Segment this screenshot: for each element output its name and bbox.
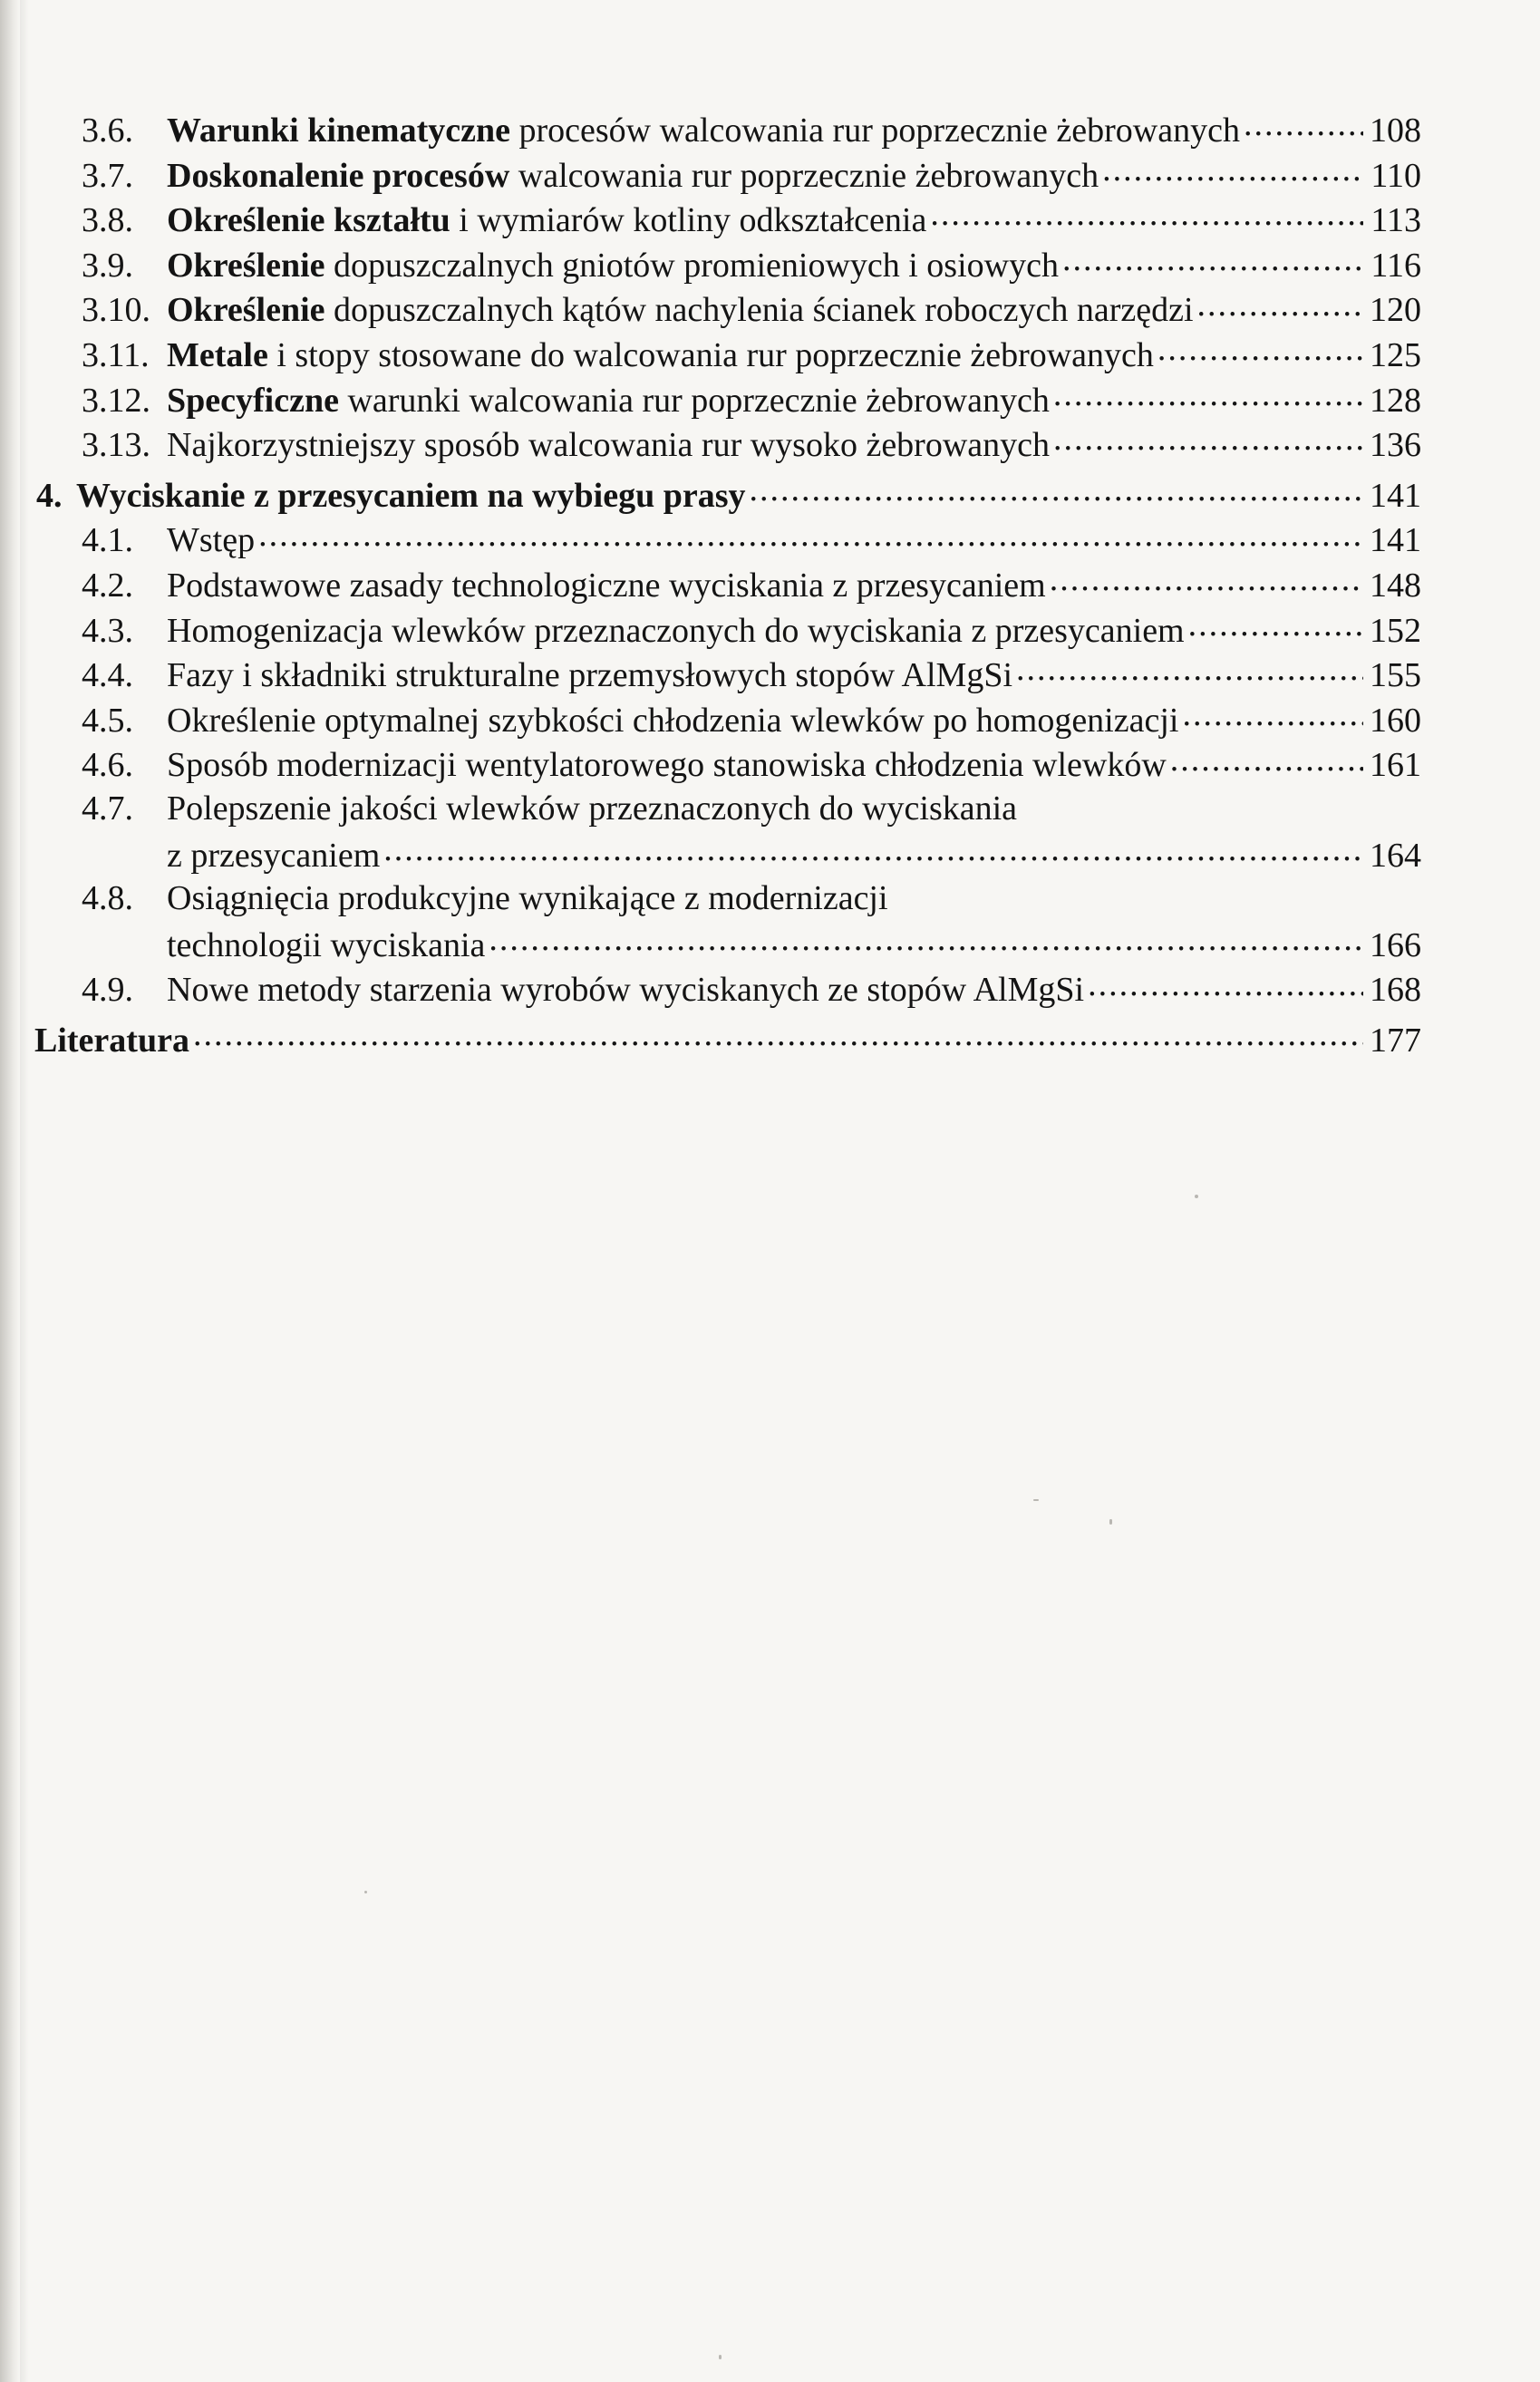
toc-entry-3-8 <box>36 197 1421 242</box>
toc-entry-title: Fazy i składniki strukturalne przemysłowych stopów AlMgSi <box>167 656 1013 695</box>
toc-entry-title <box>167 154 1099 199</box>
toc-entry-title <box>167 288 1194 334</box>
toc-entry-title-rest: procesów walcowania rur poprzecznie żebrowanych <box>509 111 1240 150</box>
scan-speck <box>1195 1195 1198 1198</box>
toc-entry-number: 4.5. <box>82 701 133 740</box>
toc-entry-page: 128 <box>1370 381 1421 420</box>
toc-entry-page: 168 <box>1370 971 1421 1010</box>
toc-entry-number: 4.2. <box>82 566 133 605</box>
scan-speck <box>719 2355 722 2359</box>
toc-entry-page: 116 <box>1371 246 1421 285</box>
toc-entry-title-rest: dopuszczalnych kątów nachylenia ścianek roboczych narzędzi <box>324 291 1194 330</box>
toc-entry-number: 4.4. <box>82 656 133 695</box>
toc-entry-4-8-line2 <box>36 922 1421 967</box>
toc-entry-3-12 <box>36 377 1421 422</box>
toc-entry-page: 161 <box>1370 746 1421 785</box>
toc-chapter-page: 141 <box>1370 476 1421 515</box>
toc-entry-number: 3.11. <box>82 335 150 374</box>
scan-speck <box>1033 1499 1039 1501</box>
dot-leader <box>1050 562 1363 596</box>
table-of-contents <box>36 107 1421 1061</box>
toc-entry-4-7-line1 <box>36 787 1421 832</box>
toc-chapter-4 <box>36 472 1421 518</box>
toc-entry-title-bold: Metale <box>167 335 268 374</box>
toc-entry-number: 4.9. <box>82 971 133 1010</box>
toc-entry-4-5 <box>36 697 1421 742</box>
toc-entry-title-continued: z przesycaniem <box>167 836 381 875</box>
dot-leader <box>1053 421 1363 456</box>
toc-entry-title-bold: Specyficzne <box>167 381 339 420</box>
toc-chapter-title: Wyciskanie z przesycaniem na wybiegu prasy <box>76 476 746 515</box>
dot-leader <box>1088 966 1363 1001</box>
toc-entry-title: Podstawowe zasady technologiczne wyciskania z przesycaniem <box>167 566 1046 605</box>
toc-entry-3-6 <box>36 107 1421 152</box>
toc-entry-title: Wstęp <box>167 521 256 560</box>
toc-entry-title <box>167 244 1059 289</box>
toc-entry-title: Osiągnięcia produkcyjne wynikające z modernizacji <box>167 879 888 918</box>
toc-entry-title-rest: walcowania rur poprzecznie żebrowanych <box>509 156 1099 195</box>
dot-leader <box>930 197 1363 231</box>
dot-leader <box>489 922 1363 956</box>
dot-leader <box>1053 377 1363 412</box>
toc-entry-page: 110 <box>1371 156 1421 195</box>
toc-chapter-number: 4. <box>36 476 63 515</box>
toc-entry-page: 141 <box>1370 521 1421 560</box>
toc-entry-page: 148 <box>1370 566 1421 605</box>
toc-entry-3-11 <box>36 332 1421 377</box>
toc-entry-4-3 <box>36 607 1421 653</box>
dot-leader <box>1182 697 1363 731</box>
toc-entry-page: 113 <box>1371 201 1421 240</box>
toc-entry-title-bold: Określenie kształtu <box>167 201 450 240</box>
scan-edge-shadow <box>0 0 20 2382</box>
toc-literatura <box>34 1017 1421 1062</box>
scan-edge-noise <box>20 0 29 2382</box>
dot-leader <box>1170 741 1363 776</box>
toc-literatura-title: Literatura <box>34 1021 189 1060</box>
toc-entry-title-continued: technologii wyciskania <box>167 925 486 964</box>
toc-entry-page: 136 <box>1370 426 1421 465</box>
dot-leader <box>1102 152 1363 187</box>
toc-entry-number: 3.10. <box>82 291 150 330</box>
scan-speck <box>364 1891 367 1893</box>
toc-entry-4-1 <box>36 517 1421 562</box>
toc-entry-3-13 <box>36 421 1421 467</box>
toc-entry-title-bold: Warunki kinematyczne <box>167 111 510 150</box>
toc-entry-title: Nowe metody starzenia wyrobów wyciskanych ze stopów AlMgSi <box>167 971 1085 1010</box>
toc-entry-page: 164 <box>1370 836 1421 875</box>
toc-entry-title-rest: dopuszczalnych gniotów promieniowych i osiowych <box>324 246 1059 285</box>
dot-leader <box>750 472 1363 507</box>
toc-entry-number: 3.12. <box>82 381 150 420</box>
toc-entry-number: 3.9. <box>82 246 133 285</box>
scan-speck <box>1109 1519 1112 1525</box>
toc-entry-title <box>167 198 926 244</box>
toc-entry-4-4 <box>36 652 1421 697</box>
toc-entry-number: 4.1. <box>82 521 133 560</box>
toc-entry-title-bold: Doskonalenie procesów <box>167 156 510 195</box>
toc-entry-page: 155 <box>1370 656 1421 695</box>
toc-entry-4-9 <box>36 966 1421 1012</box>
toc-entry-number: 3.7. <box>82 156 133 195</box>
toc-entry-title: Polepszenie jakości wlewków przeznaczonych do wyciskania <box>167 789 1018 828</box>
toc-entry-page: 152 <box>1370 611 1421 650</box>
toc-entry-number: 3.6. <box>82 111 133 150</box>
dot-leader <box>193 1017 1363 1051</box>
toc-entry-3-9 <box>36 242 1421 287</box>
toc-entry-page: 125 <box>1370 335 1421 374</box>
dot-leader <box>1016 652 1363 686</box>
toc-entry-4-7-line2 <box>36 832 1421 877</box>
toc-entry-page: 166 <box>1370 925 1421 964</box>
toc-entry-number: 4.3. <box>82 611 133 650</box>
dot-leader <box>1157 332 1363 366</box>
toc-literatura-page: 177 <box>1370 1021 1421 1060</box>
dot-leader <box>1188 607 1363 642</box>
toc-entry-4-6 <box>36 741 1421 787</box>
toc-entry-page: 108 <box>1370 111 1421 150</box>
toc-entry-title <box>167 379 1050 424</box>
toc-entry-page: 160 <box>1370 701 1421 740</box>
toc-entry-title <box>167 334 1154 379</box>
toc-entry-title-rest: warunki walcowania rur poprzecznie żebrowanych <box>338 381 1050 420</box>
toc-entry-title-bold: Określenie <box>167 246 325 285</box>
toc-entry-3-10 <box>36 286 1421 332</box>
toc-entry-title <box>167 423 1050 469</box>
toc-entry-number: 4.6. <box>82 746 133 785</box>
toc-entry-4-2 <box>36 562 1421 607</box>
dot-leader <box>1062 242 1363 276</box>
dot-leader <box>1244 107 1363 141</box>
toc-entry-number: 4.7. <box>82 789 133 828</box>
toc-entry-title-rest: i wymiarów kotliny odkształcenia <box>450 201 927 240</box>
toc-entry-title-bold: Określenie <box>167 291 325 330</box>
toc-entry-title: Sposób modernizacji wentylatorowego stanowiska chłodzenia wlewków <box>167 746 1167 785</box>
dot-leader <box>383 832 1363 867</box>
dot-leader <box>258 517 1363 551</box>
toc-entry-number: 3.8. <box>82 201 133 240</box>
toc-entry-title: Homogenizacja wlewków przeznaczonych do wyciskania z przesycaniem <box>167 611 1185 650</box>
toc-entry-3-7 <box>36 152 1421 198</box>
toc-entry-title-rest: Najkorzystniejszy sposób walcowania rur wysoko żebrowanych <box>167 426 1051 465</box>
toc-entry-title: Określenie optymalnej szybkości chłodzenia wlewków po homogenizacji <box>167 701 1179 740</box>
toc-entry-title <box>167 109 1240 154</box>
dot-leader <box>1197 286 1363 321</box>
toc-entry-page: 120 <box>1370 291 1421 330</box>
toc-entry-title-rest: i stopy stosowane do walcowania rur poprzecznie żebrowanych <box>267 335 1154 374</box>
toc-entry-number: 4.8. <box>82 879 133 918</box>
toc-entry-4-8-line1 <box>36 876 1421 922</box>
toc-entry-number: 3.13. <box>82 426 150 465</box>
